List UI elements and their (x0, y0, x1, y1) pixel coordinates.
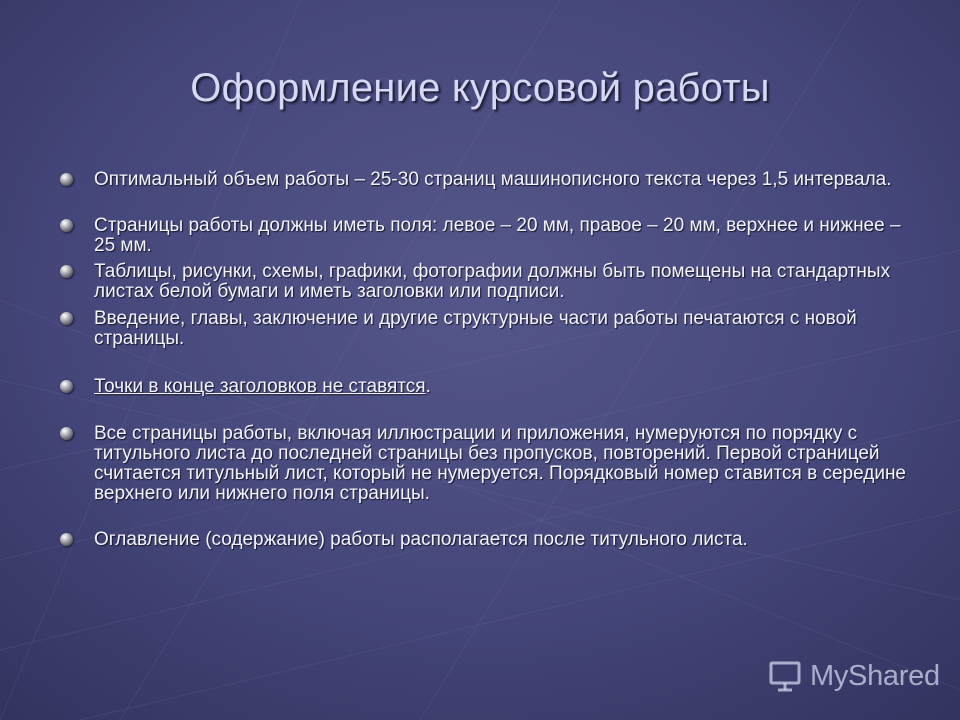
watermark-text: MyShared (810, 659, 940, 692)
list-item (58, 262, 908, 302)
presentation-board-icon (768, 659, 802, 693)
list-item (58, 170, 908, 190)
bullet-text-underlined: Точки в конце заголовков не ставятся (94, 376, 426, 397)
bullet-text: Таблицы, рисунки, схемы, графики, фотографии должны быть помещены на стандартных листах белой бумаги и иметь заголовки или подписи. (94, 261, 891, 302)
list-item (58, 309, 908, 349)
bullet-icon (60, 427, 73, 440)
slide-title: Оформление курсовой работы (190, 66, 770, 110)
bullet-icon (60, 380, 73, 393)
bullet-icon (60, 173, 73, 186)
list-item (58, 424, 908, 504)
bullet-icon (60, 265, 73, 278)
bullet-list (58, 170, 908, 550)
bullet-text: Оптимальный объем работы – 25-30 страниц машинописного текста через 1,5 интервала. (94, 169, 892, 190)
bullet-icon (60, 219, 73, 232)
list-item (58, 377, 908, 397)
bullet-text: Страницы работы должны иметь поля: левое – 20 мм, правое – 20 мм, верхнее и нижнее – 25 мм. (94, 215, 901, 256)
bullet-text: Все страницы работы, включая иллюстрации и приложения, нумеруются по порядку с титульного листа до последней страницы без пропусков, повторений. Первой страницей считается титульный лист, который не нумеруется. Порядковый номер ставится в середине верхнего или нижнего поля страницы. (94, 423, 906, 504)
bullet-icon (60, 533, 73, 546)
bullet-icon (60, 312, 73, 325)
bullet-text: Введение, главы, заключение и другие структурные части работы печатаются с новой страницы. (94, 308, 857, 349)
list-item (58, 530, 908, 550)
bullet-text: Оглавление (содержание) работы располагается после титульного листа. (94, 529, 748, 550)
list-item (58, 216, 908, 256)
watermark (768, 656, 940, 696)
bullet-suffix: . (425, 376, 431, 397)
